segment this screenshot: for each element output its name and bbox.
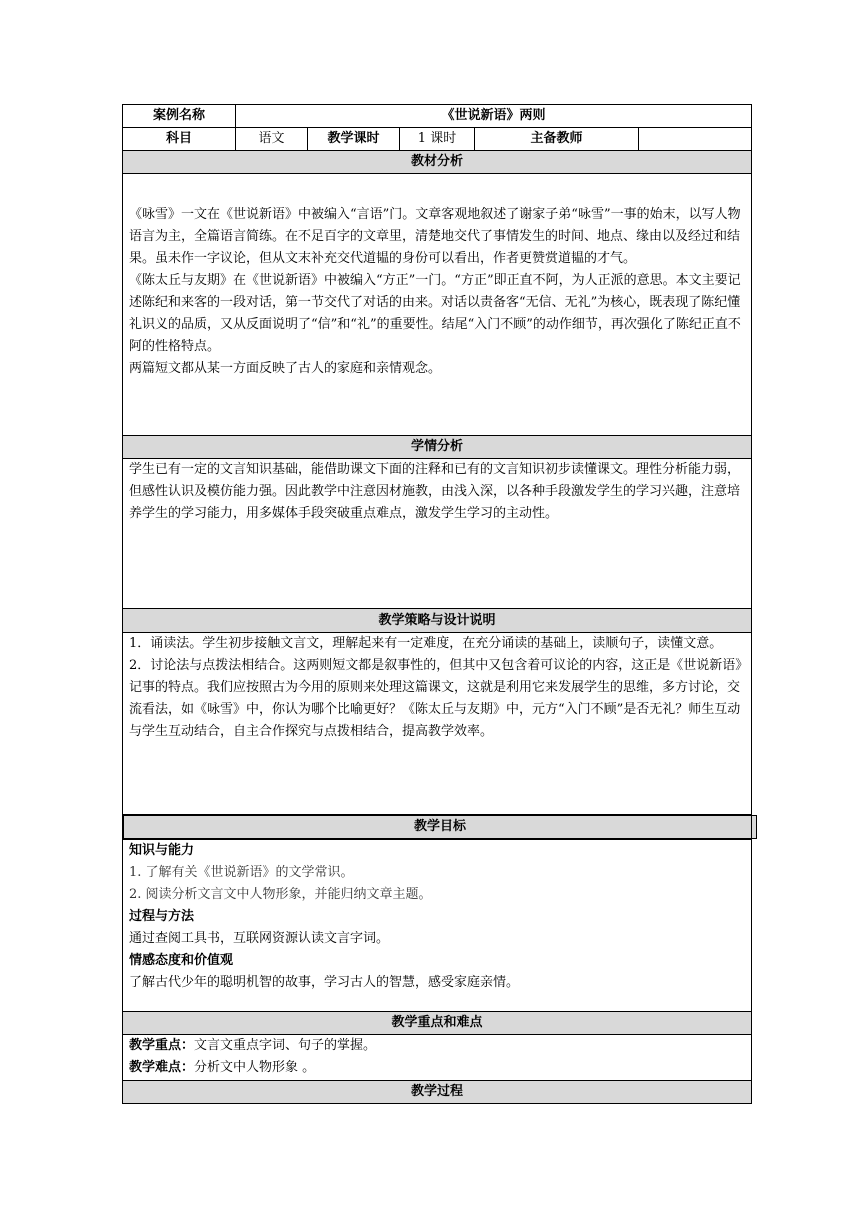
knowledge-item: 2. 阅读分析文言文中人物形象，并能归纳文章主题。 xyxy=(129,887,432,902)
case-name-value: 《世说新语》两则 xyxy=(236,105,752,128)
knowledge-item: 1. 了解有关《世说新语》的文学常识。 xyxy=(129,865,354,880)
subject-value: 语文 xyxy=(236,128,308,151)
key-body xyxy=(123,1035,752,1081)
material-body xyxy=(123,174,752,436)
key-header: 教学重点和难点 xyxy=(123,1012,752,1035)
goals-header-cell xyxy=(123,815,752,840)
hours-label: 教学课时 xyxy=(308,128,400,151)
material-paragraph: 《咏雪》一文在《世说新语》中被编入“言语”门。文章客观地叙述了谢家子弟“咏雪”一事的始末，以写人物语言为主，全篇语言简练。在不足百字的文章里，清楚地交代了事情发生的时间、地点、缘由以及经过和结果。虽未作一字议论，但从文末补充交代道韫的身份可以看出，作者更赞赏道韫的才气。 xyxy=(129,207,741,266)
case-name-label: 案例名称 xyxy=(123,105,236,128)
material-header: 教材分析 xyxy=(123,151,752,174)
difficulty-text: 分析文中人物形象 。 xyxy=(194,1060,316,1075)
emotion-text: 了解古代少年的聪明机智的故事，学习古人的智慧，感受家庭亲情。 xyxy=(129,975,520,990)
knowledge-title: 知识与能力 xyxy=(129,843,195,858)
process-header: 教学过程 xyxy=(123,1081,752,1104)
material-paragraph: 两篇短文都从某一方面反映了古人的家庭和亲情观念。 xyxy=(129,361,442,376)
lesson-plan-table xyxy=(122,104,752,1104)
strategy-paragraph: 1．诵读法。学生初步接触文言文，理解起来有一定难度，在充分诵读的基础上，读顺句子，读懂文意。 xyxy=(129,636,723,651)
strategy-body xyxy=(123,633,752,815)
student-header: 学情分析 xyxy=(123,436,752,459)
goals-body xyxy=(123,840,752,1012)
material-paragraph: 《陈太丘与友期》在《世说新语》中被编入“方正”一门。“方正”即正直不阿，为人正派的意思。本文主要记述陈纪和来客的一段对话，第一节交代了对话的由来。对话以责备客“无信、无礼”为核心，既表现了陈纪懂礼识义的品质，又从反面说明了“信”和“礼”的重要性。结尾“入门不顾”的动作细节，再次强化了陈纪正直不阿的性格特点。 xyxy=(129,273,741,354)
focus-label: 教学重点： xyxy=(129,1038,195,1053)
strategy-header: 教学策略与设计说明 xyxy=(123,609,752,633)
process-text: 通过查阅工具书，互联网资源认读文言字词。 xyxy=(129,931,390,946)
emotion-title: 情感态度和价值观 xyxy=(129,953,234,968)
difficulty-label: 教学难点： xyxy=(129,1060,195,1075)
teacher-label: 主备教师 xyxy=(475,128,639,151)
strategy-paragraph: 2．讨论法与点拨法相结合。这两则短文都是叙事性的，但其中又包含着可议论的内容，这正是《世说新语》记事的特点。我们应按照古为今用的原则来处理这篇课文，这就是利用它来发展学生的思维，多方讨论，交流看法，如《咏雪》中，你认为哪个比喻更好？《陈太丘与友期》中，元方“入门不顾”是否无礼？师生互动与学生互动结合，自主合作探究与点拨相结合，提高教学效率。 xyxy=(129,658,742,739)
process-title: 过程与方法 xyxy=(129,909,195,924)
goals-header: 教学目标 xyxy=(123,815,757,839)
focus-text: 文言文重点字词、句子的掌握。 xyxy=(194,1038,377,1053)
student-body: 学生已有一定的文言知识基础，能借助课文下面的注释和已有的文言知识初步读懂课文。理性分析能力弱，但感性认识及模仿能力强。因此教学中注意因材施教，由浅入深，以各种手段激发学生的学习兴趣，注意培养学生的学习能力，用多媒体手段突破重点难点，激发学生学习的主动性。 xyxy=(123,459,752,609)
teacher-value xyxy=(639,128,752,151)
subject-label: 科目 xyxy=(123,128,236,151)
hours-value: 1 课时 xyxy=(400,128,475,151)
